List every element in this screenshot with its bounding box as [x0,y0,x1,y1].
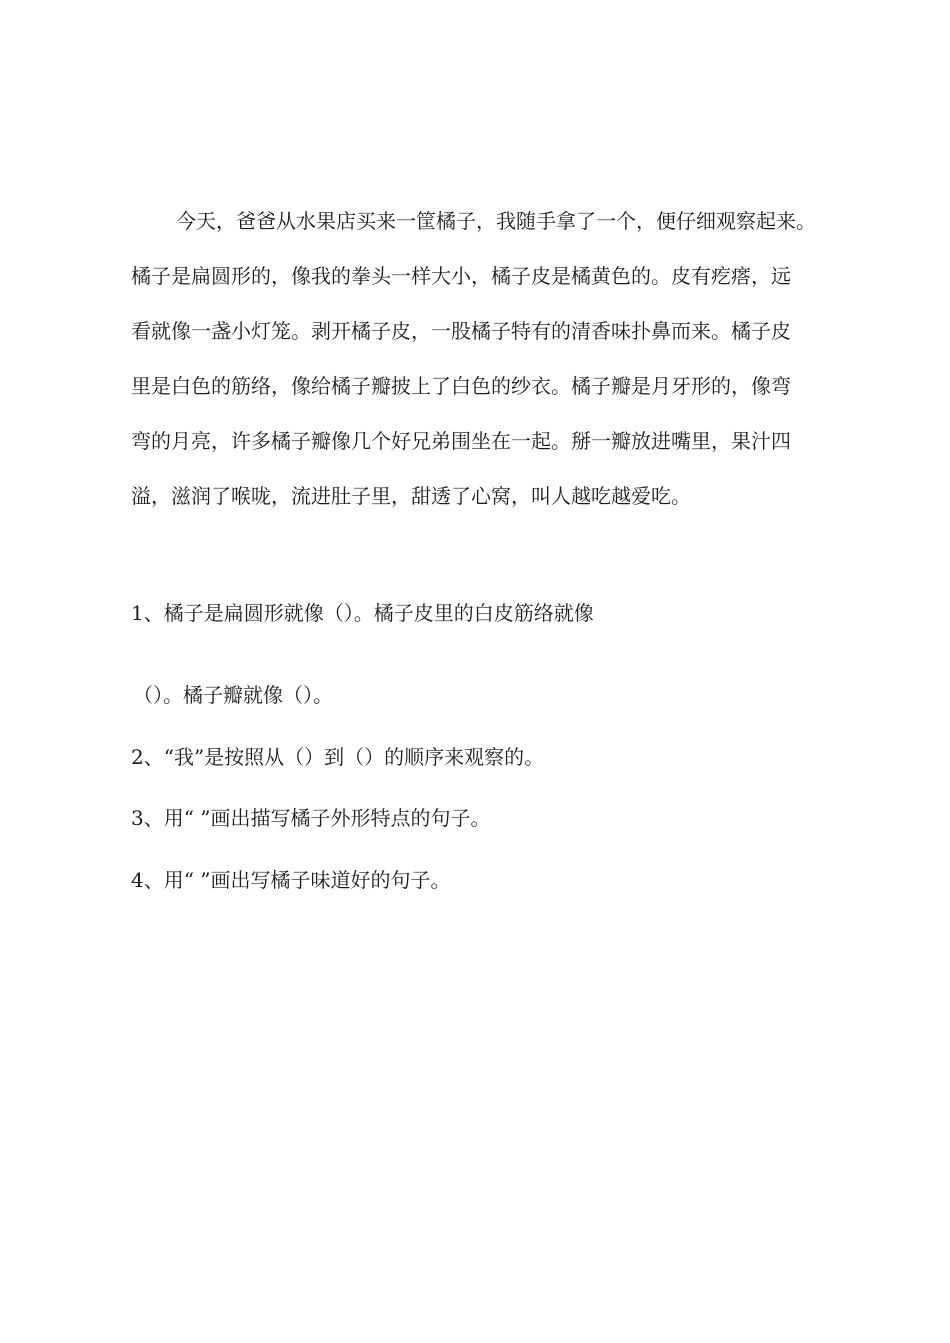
passage-line: 橘子是扁圆形的，像我的拳头一样大小，橘子皮是橘黄色的。皮有疙瘩，远 [131,264,791,288]
reading-passage [131,201,871,531]
passage-line: 溢，滋润了喉咙，流进肚子里，甜透了心窝，叫人越吃越爱吃。 [131,484,691,508]
passage-line: 今天，爸爸从水果店买来一筐橘子，我随手拿了一个，便仔细观察起来。 [176,209,816,233]
question-4: 4、用“ ”画出写橘子味道好的句子。 [131,868,451,892]
question-1-line-2: （）。橘子瓣就像（）。 [133,683,333,707]
passage-line: 里是白色的筋络，像给橘子瓣披上了白色的纱衣。橘子瓣是月牙形的，像弯 [131,374,791,398]
question-1-line-1: 1、橘子是扁圆形就像（）。橘子皮里的白皮筋络就像 [131,601,594,625]
question-list [131,595,871,902]
passage-line: 看就像一盏小灯笼。剥开橘子皮，一股橘子特有的清香味扑鼻而来。橘子皮 [131,319,791,343]
question-2: 2、“我”是按照从（）到（）的顺序来观察的。 [131,745,545,769]
passage-line: 弯的月亮，许多橘子瓣像几个好兄弟围坐在一起。掰一瓣放进嘴里，果汁四 [131,429,791,453]
question-3: 3、用“ ”画出描写橘子外形特点的句子。 [131,806,491,830]
